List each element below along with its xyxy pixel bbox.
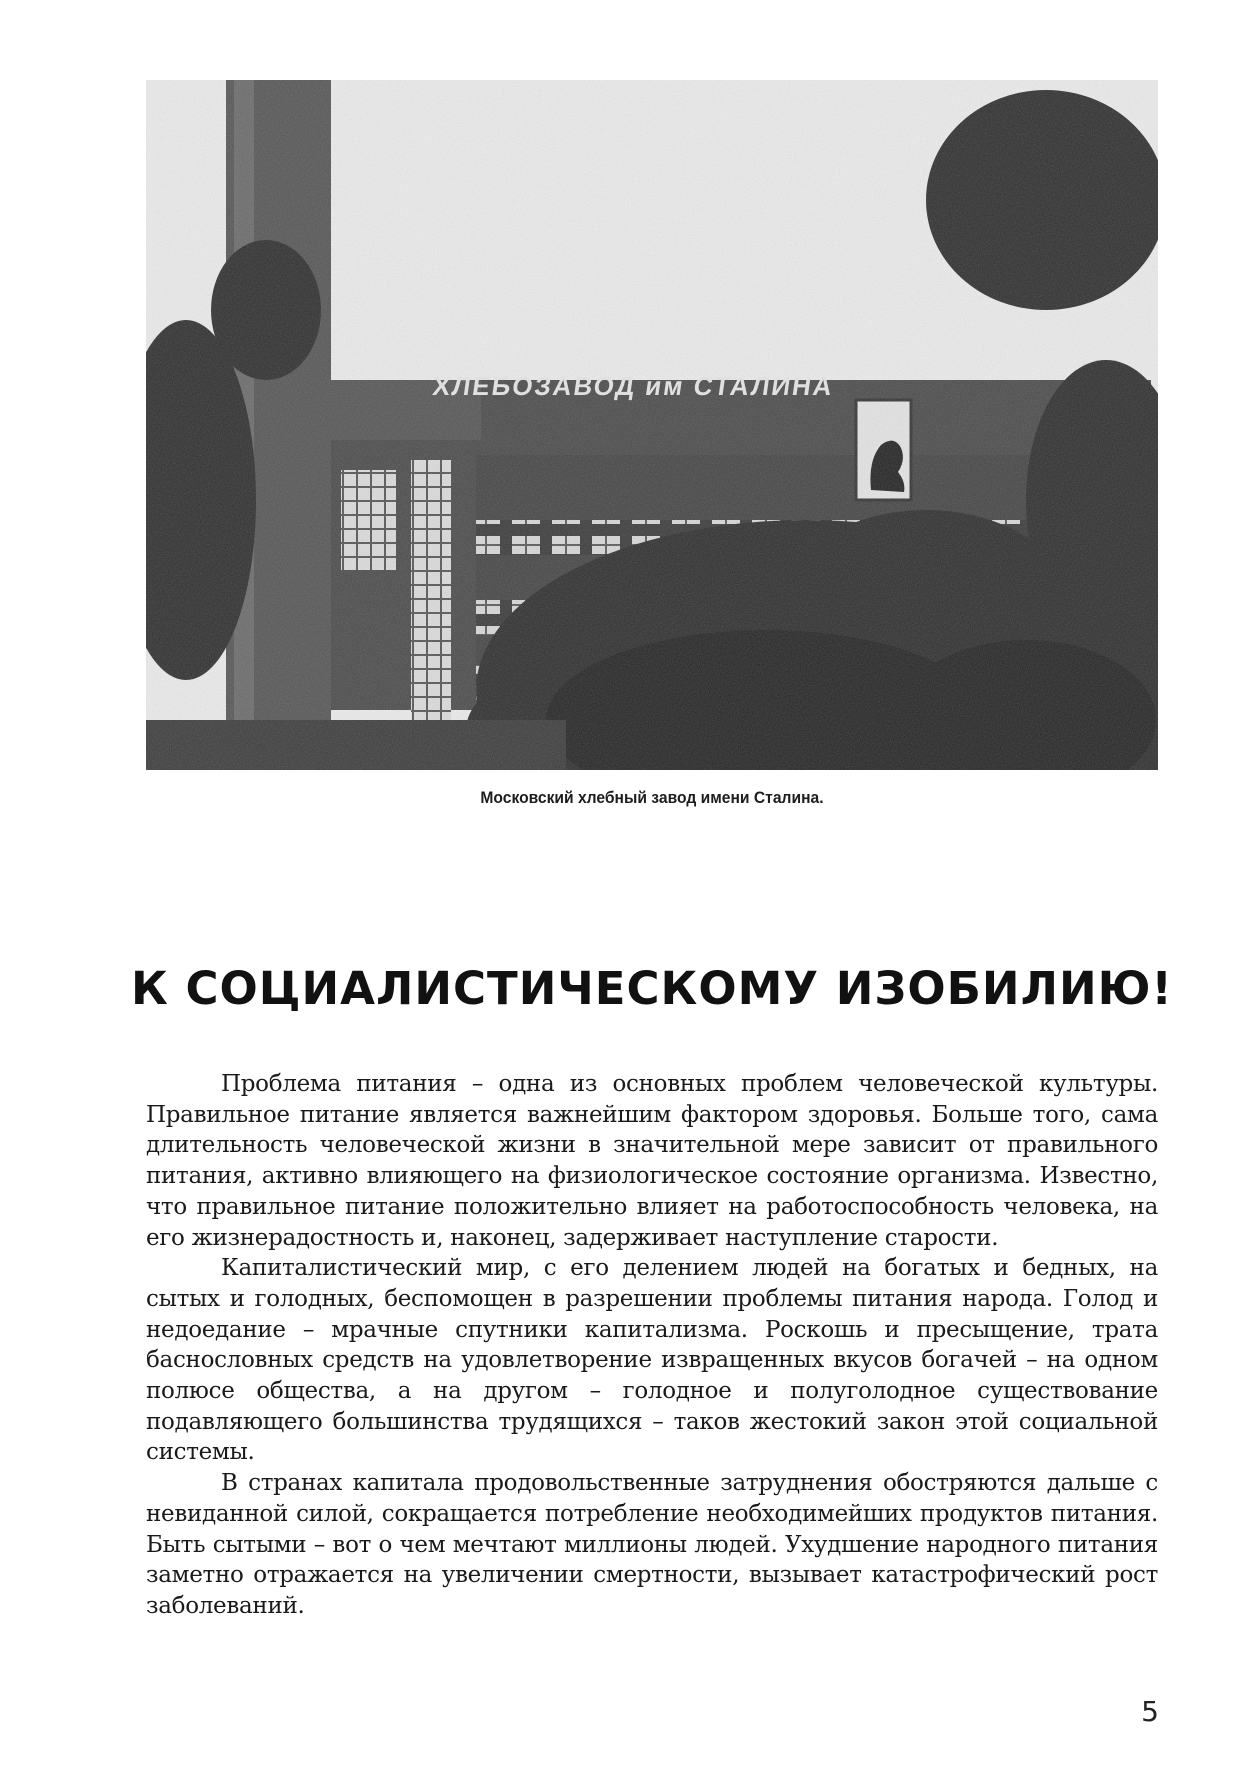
paragraph: Капиталистический мир, с его делением людей на богатых и бедных, на сытых и голодных, беспомощен в разрешении проблемы питания народа. Голод и недоедание – мрачные спутники капитализма. Роскошь и пресыщение, трата баснословных средств на удовлетворение извращенных вкусов богачей – на одном полюсе общества, а на другом – голодное и полуголодное существование подавляющего большинства трудящихся – таков жестокий закон этой социальной системы. [146, 1255, 1158, 1466]
body-text [146, 1069, 1158, 1622]
page-number: 5 [1141, 1695, 1159, 1728]
chapter-heading: К СОЦИАЛИСТИЧЕСКОМУ ИЗОБИЛИЮ! [131, 962, 1173, 1016]
factory-photo [146, 80, 1158, 770]
photo-caption: Московский хлебный завод имени Сталина. [480, 788, 824, 807]
paragraph: В странах капитала продовольственные затруднения обостряются дальше с невиданной силой, сокращается потребление необходимейших продуктов питания. Быть сытыми – вот о чем мечтают миллионы людей. Ухудшение народного питания заметно отражается на увеличении смертности, вызывает катастрофический рост заболеваний. [146, 1470, 1158, 1619]
paragraph: Проблема питания – одна из основных проблем человеческой культуры. Правильное питание является важнейшим фактором здоровья. Больше того, сама длительность человеческой жизни в значительной мере зависит от правильного питания, активно влияющего на физиологическое состояние организма. Известно, что правильное питание положительно влияет на работоспособность человека, на его жизнерадостность и, наконец, задерживает наступление старости. [146, 1071, 1158, 1251]
